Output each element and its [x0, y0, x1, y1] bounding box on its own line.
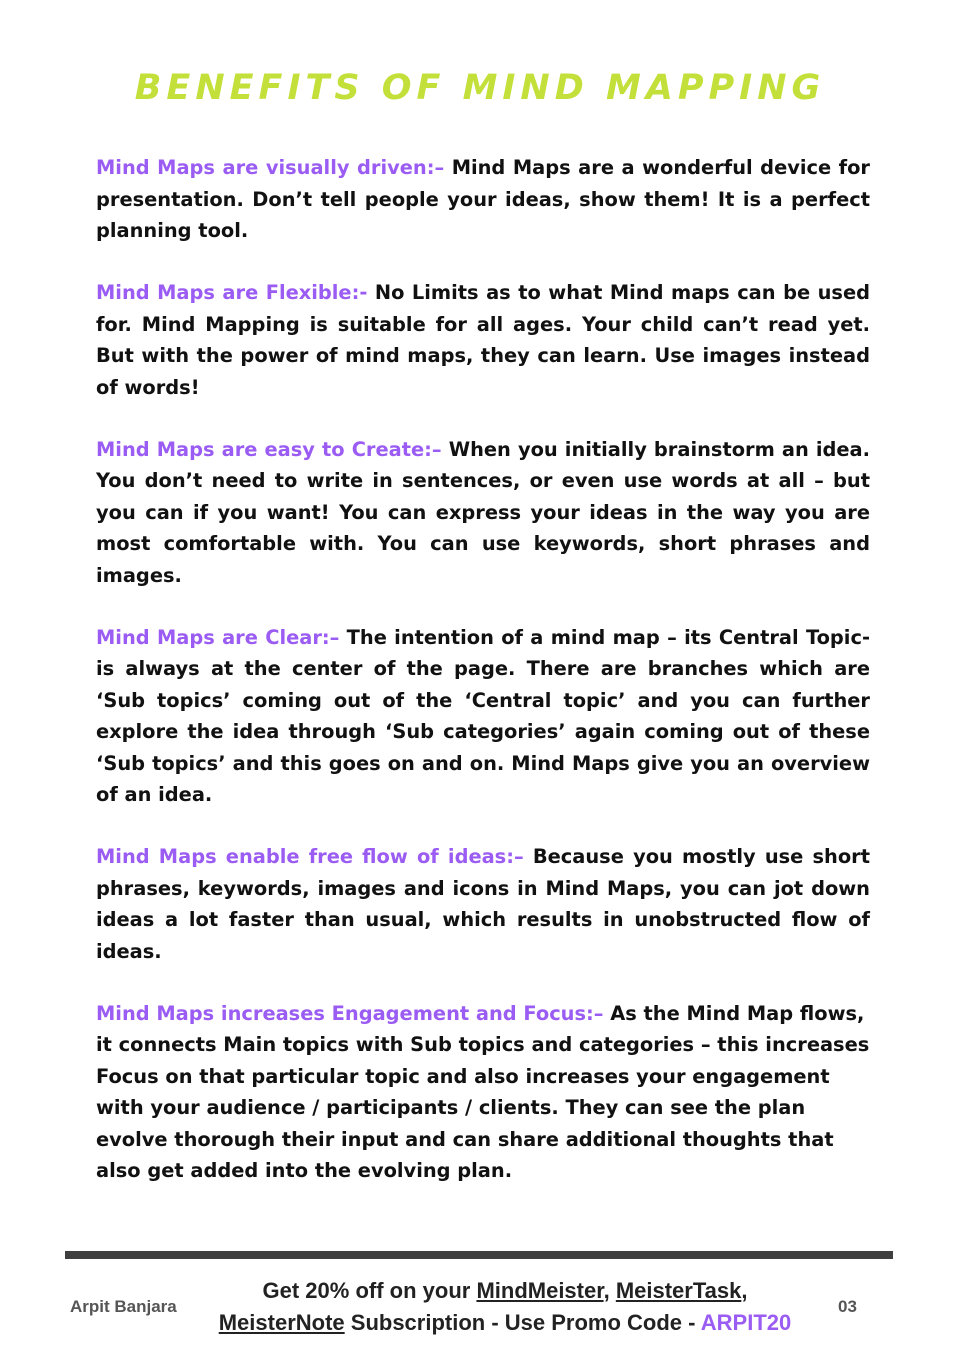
promo-suffix: Subscription - Use Promo Code - [344, 1310, 701, 1335]
benefit-heading: Mind Maps are Clear:– [96, 625, 340, 649]
promo-prefix: Get 20% off on your [262, 1278, 477, 1303]
benefit-easy-to-create [96, 434, 870, 592]
benefit-body: As the Mind Map flows, it connects Main topics with Sub topics and categories – this increases Focus on that particular topic and also increases your engagement with your audience / participants / clients. They can see the plan evolve thorough their input and can share additional thoughts that also get added into the evolving plan. [96, 1001, 870, 1182]
benefits-content [96, 152, 870, 1217]
promo-code: ARPIT20 [700, 1310, 792, 1335]
footer-promo [190, 1275, 820, 1339]
benefit-body: Because you mostly use short phrases, keywords, images and icons in Mind Maps, you can jot down ideas a lot faster than usual, which results in unobstructed flow of ideas. [96, 845, 871, 963]
footer-author: Arpit Banjara [70, 1297, 177, 1316]
benefit-body: When you initially brainstorm an idea. You don’t need to write in sentences, or even use words at all – but you can if you want! You can express your ideas in the way you are most comfortable with. You can use keywords, short phrases and images. [96, 437, 871, 587]
benefit-heading: Mind Maps are easy to Create:– [96, 437, 442, 461]
benefit-engagement-focus [96, 998, 870, 1187]
footer-divider [65, 1251, 893, 1259]
benefit-flexible [96, 277, 870, 403]
mindmeister-link[interactable]: MindMeister [476, 1278, 604, 1303]
promo-separator: , [603, 1278, 616, 1303]
benefit-heading: Mind Maps are visually driven:– [96, 156, 445, 179]
benefit-body: No Limits as to what Mind maps can be used for. Mind Mapping is suitable for all ages. Your child can’t read yet. But with the power of mind maps, they can learn. Use images instead of words! [96, 281, 870, 399]
meisternote-link[interactable]: MeisterNote [218, 1310, 345, 1335]
benefit-heading: Mind Maps increases Engagement and Focus:– [96, 1001, 604, 1025]
benefit-body: The intention of a mind map – its Central Topic- is always at the center of the page. There are branches which are ‘Sub topics’ coming out of the ‘Central topic’ and you can further explore the idea through ‘Sub categories’ again coming out of these ‘Sub topics’ and this goes on and on. Mind Maps give you an overview of an idea. [96, 625, 871, 806]
promo-separator: , [741, 1278, 748, 1303]
benefit-visually-driven [96, 152, 870, 247]
benefit-clear [96, 622, 870, 811]
benefit-heading: Mind Maps are Flexible:- [96, 281, 368, 304]
meistertask-link[interactable]: MeisterTask [615, 1278, 742, 1303]
page-title: BENEFITS OF MIND MAPPING [134, 68, 826, 108]
benefit-heading: Mind Maps enable free flow of ideas:– [96, 845, 524, 868]
page-number: 03 [838, 1297, 857, 1316]
benefit-free-flow [96, 841, 870, 967]
benefit-body: Mind Maps are a wonderful device for presentation. Don’t tell people your ideas, show them! It is a perfect planning tool. [96, 156, 870, 242]
